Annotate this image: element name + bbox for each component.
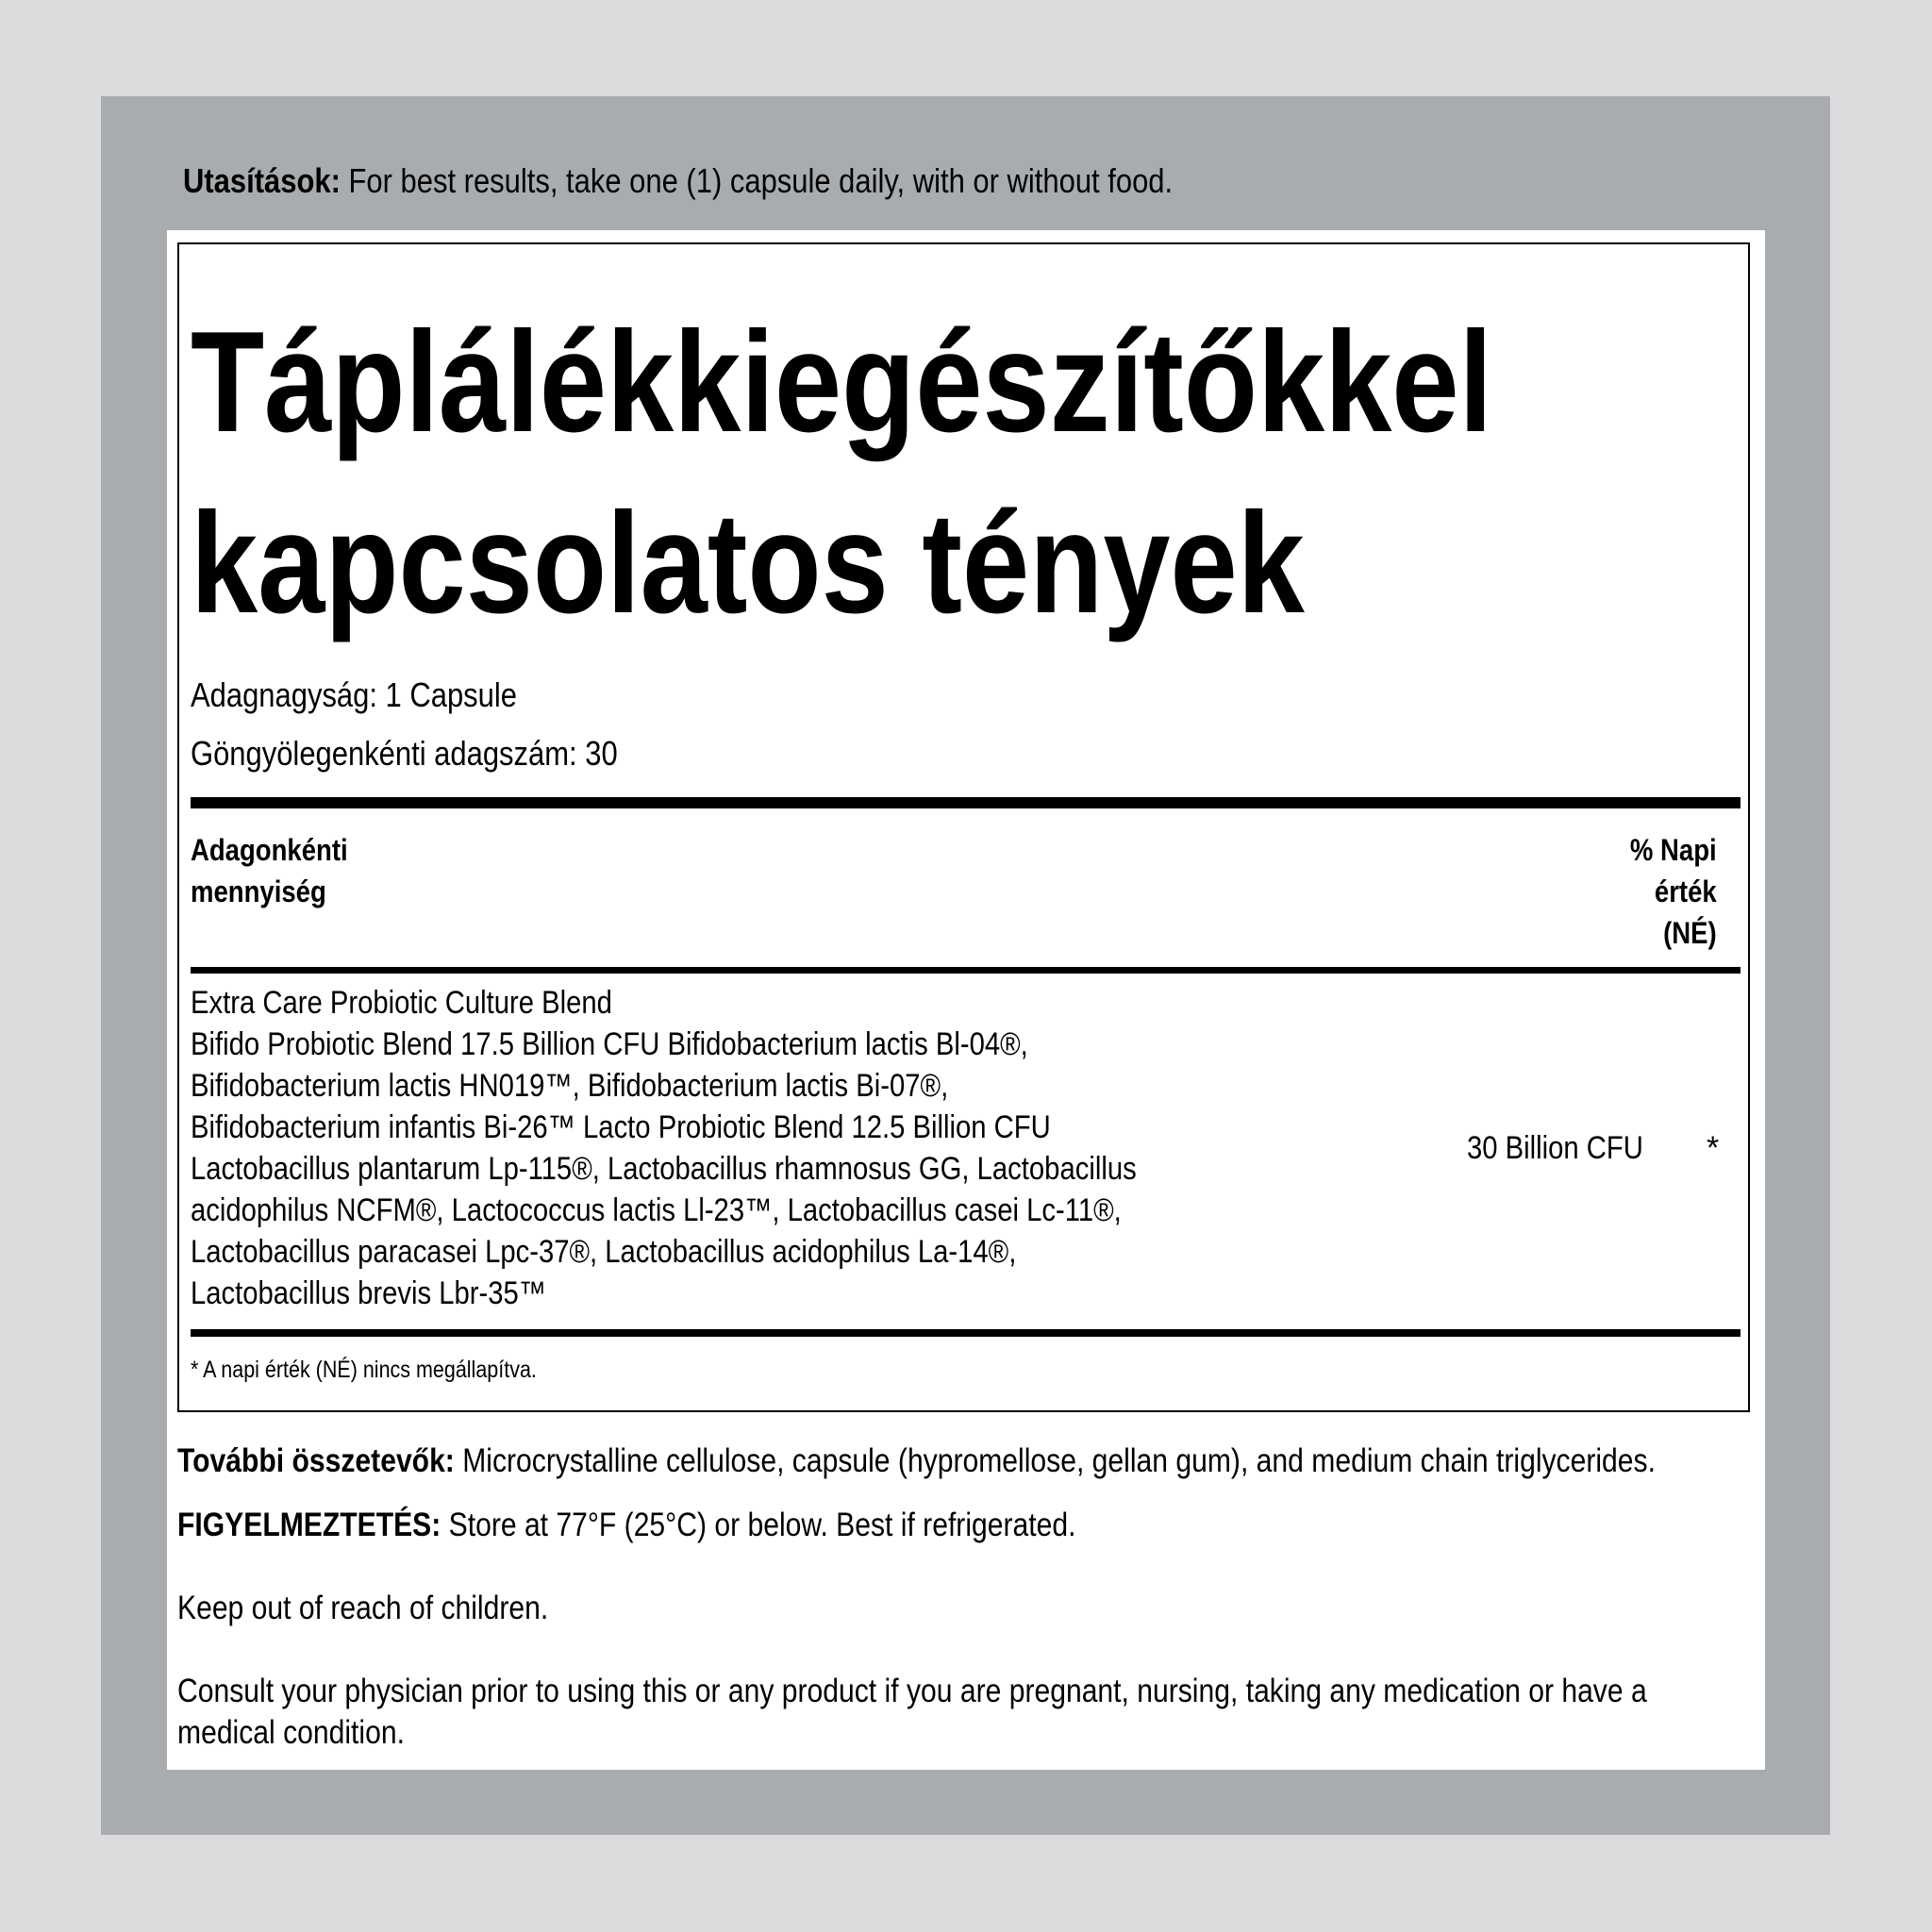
ingredient-line: Lactobacillus paracasei Lpc-37®, Lactobacillus acidophilus La-14®, (191, 1234, 1017, 1270)
header-left-line-2: mennyiség (191, 874, 326, 908)
bottom-divider (191, 1329, 1740, 1337)
supplement-facts-box (177, 242, 1750, 1412)
ingredient-amount: 30 Billion CFU (1467, 1130, 1643, 1166)
ingredient-line: Lactobacillus brevis Lbr-35™ (191, 1275, 547, 1311)
ingredient-blend (191, 982, 1137, 1314)
keep-out-of-reach: Keep out of reach of children. (177, 1590, 549, 1626)
facts-title-line-2: kapcsolatos tények (191, 483, 1305, 643)
ingredient-line: Lactobacillus plantarum Lp-115®, Lactobacillus rhamnosus GG, Lactobacillus (191, 1151, 1137, 1187)
directions (183, 158, 1173, 204)
facts-title-line-1: Táplálékkiegészítőkkel (191, 302, 1493, 462)
serving-size: Adagnagyság: 1 Capsule (191, 675, 517, 714)
warning (177, 1505, 1075, 1546)
header-left-line-1: Adagonkénti (191, 833, 348, 867)
ingredient-line: acidophilus NCFM®, Lactococcus lactis Ll-23™, Lactobacillus casei Lc-11®, (191, 1192, 1122, 1228)
ingredient-line: Bifidobacterium infantis Bi-26™ Lacto Probiotic Blend 12.5 Billion CFU (191, 1109, 1051, 1145)
directions-label: Utasítások: (183, 161, 341, 200)
other-ingredients (177, 1441, 1656, 1482)
daily-value-header (1630, 829, 1717, 954)
ingredient-daily-value: * (1707, 1130, 1720, 1166)
consult-line-1: Consult your physician prior to using this or any product if you are pregnant, nursing, taking any medication or have a (177, 1673, 1647, 1709)
warning-text: Store at 77°F (25°C) or below. Best if refrigerated. (441, 1507, 1076, 1543)
amount-per-serving-header (191, 829, 348, 912)
ingredient-line: Bifidobacterium lactis HN019™, Bifidobacterium lactis Bi-07®, (191, 1068, 949, 1104)
ingredient-line: Bifido Probiotic Blend 17.5 Billion CFU Bifidobacterium lactis Bl-04®, (191, 1026, 1028, 1062)
thick-divider (191, 797, 1740, 808)
header-right-line-1: % Napi (1630, 833, 1717, 867)
servings-per-container: Göngyölegenkénti adagszám: 30 (191, 734, 618, 773)
ingredient-line: Extra Care Probiotic Culture Blend (191, 985, 612, 1021)
warning-label: FIGYELMEZTETÉS: (177, 1507, 441, 1543)
other-ingredients-text: Microcrystalline cellulose, capsule (hypromellose, gellan gum), and medium chain triglycerides. (454, 1442, 1656, 1479)
consult-physician (177, 1671, 1647, 1754)
consult-line-2: medical condition. (177, 1714, 405, 1751)
header-right-line-2: érték (1655, 874, 1717, 908)
medium-divider (191, 967, 1740, 974)
directions-text: For best results, take one (1) capsule daily, with or without food. (340, 161, 1174, 200)
header-right-line-3: (NÉ) (1663, 916, 1717, 950)
other-ingredients-label: További összetevők: (177, 1442, 455, 1479)
daily-value-footnote: * A napi érték (NÉ) nincs megállapítva. (191, 1357, 537, 1383)
facts-title (191, 291, 1492, 654)
